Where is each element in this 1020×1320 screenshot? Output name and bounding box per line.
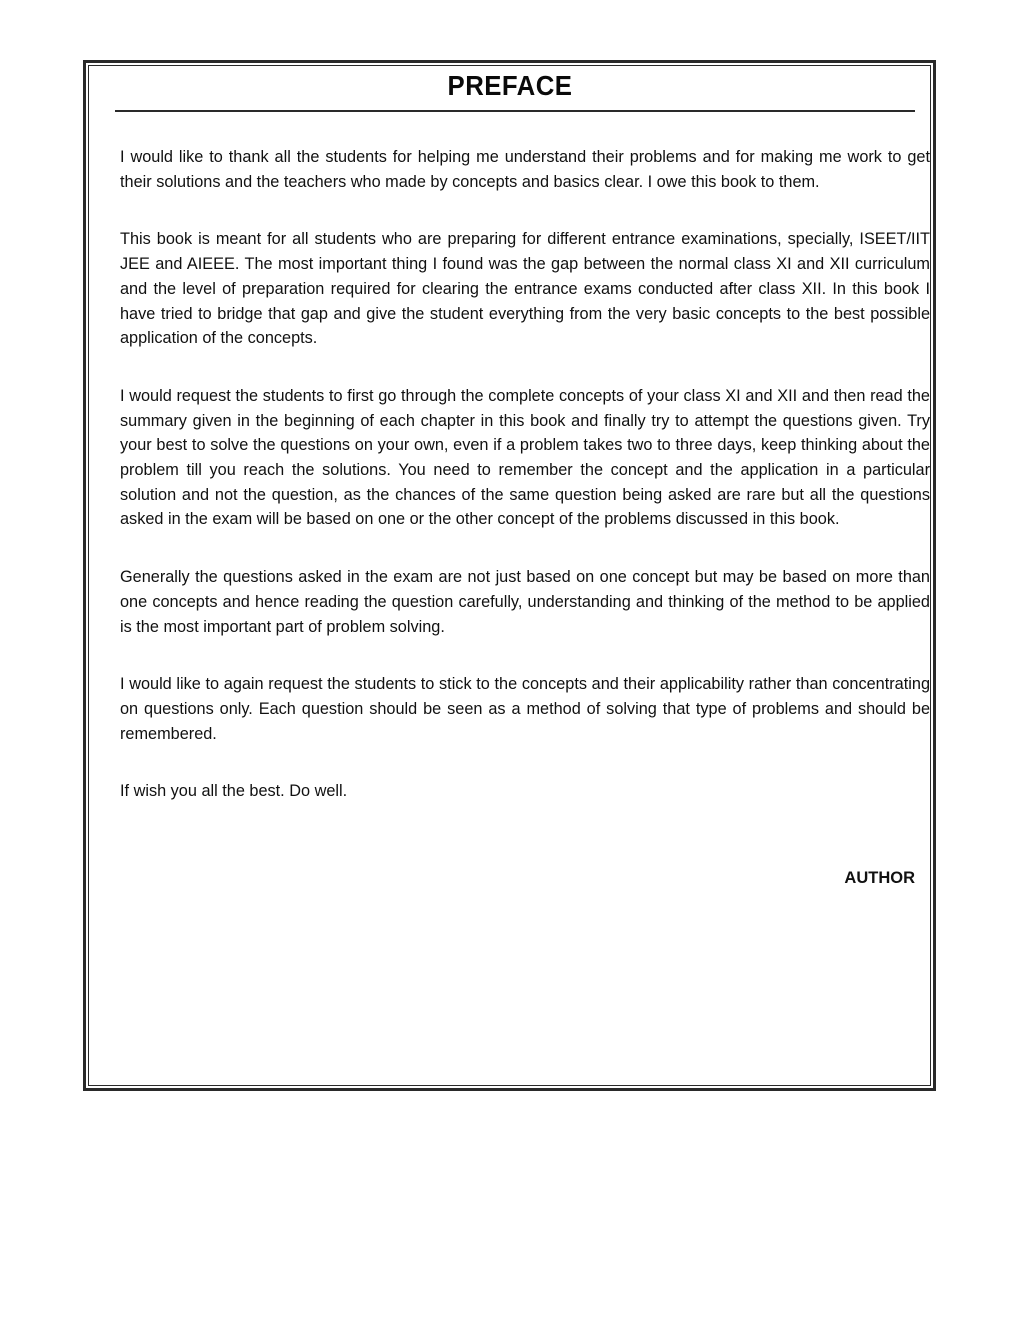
paragraph-concepts: I would like to again request the students to stick to the concepts and their applicability rather than concentrating on questions only. Each question should be seen as a method of solving that type of problems and should be remembered.: [120, 675, 930, 743]
author-signoff: AUTHOR: [844, 869, 915, 887]
paragraph-best-wishes: If wish you all the best. Do well.: [120, 782, 348, 801]
paragraph-thanks: I would like to thank all the students for helping me understand their problems and for making me work to get their solutions and the teachers who made by concepts and basics clear. I owe this book to them.: [120, 148, 930, 191]
title-underline: [115, 110, 915, 112]
paragraph-how-to-use: I would request the students to first go through the complete concepts of your class XI and XII and then read the summary given in the beginning of each chapter in this book and finally try to attempt the questions given. Try your best to solve the questions on your own, even if a problem takes two to three days, keep thinking about the problem till you reach the solutions. You need to remember the concept and the application in a particular solution and not the question, as the chances of the same question being asked are rare but all the questions asked in the exam will be based on one or the other concept of the problems discussed in this book.: [120, 386, 930, 529]
paragraph-exam-questions: Generally the questions asked in the exam are not just based on one concept but may be based on more than one concepts and hence reading the question carefully, understanding and thinking of the method to be applied is the most important part of problem solving.: [120, 568, 930, 636]
page-title: PREFACE: [447, 70, 573, 101]
preface-body: [120, 145, 930, 837]
paragraph-purpose: This book is meant for all students who are preparing for different entrance examinations, specially, ISEET/IIT JEE and AIEEE. The most important thing I found was the gap between the normal class XI and XII curriculum and the level of preparation required for clearing the entrance exams conducted after class XII. In this book I have tried to bridge that gap and give the student everything from the very basic concepts to the best possible application of the concepts.: [120, 230, 930, 348]
